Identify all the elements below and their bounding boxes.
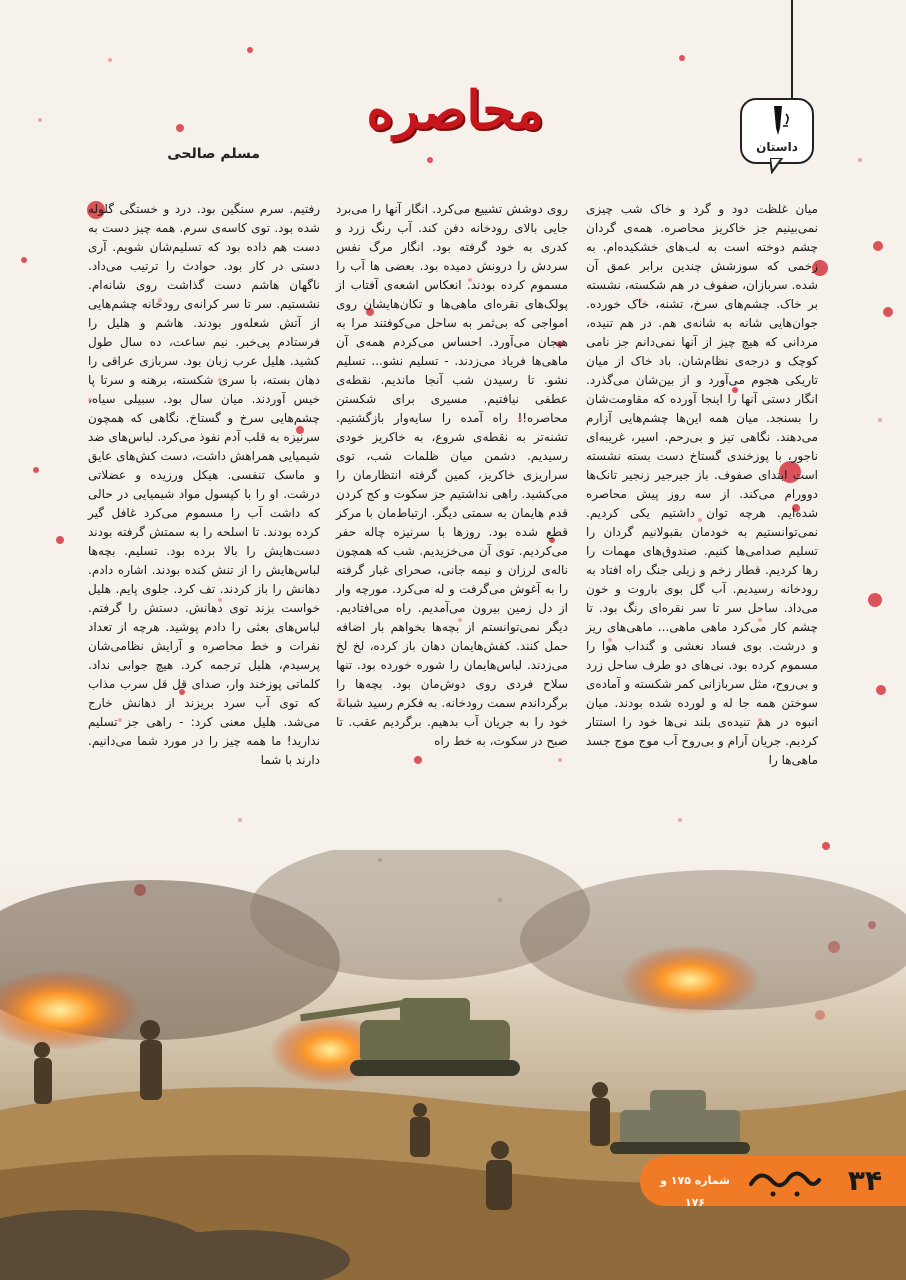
pen-nib-icon (764, 104, 792, 138)
text-column-2: روی دوشش تشییع می‌کرد. انگار آنها را می‌برد جایی بالای رودخانه دفن کند. آب رنگ زرد و کدری به خود گرفته بود. انگار مرگ نفس سردش را درونش دمیده بود. بعضی ها آب را مسموم کرده بودند. انعکاس اشعه‌ی آفتاب از پولک‌های نقره‌ای ماهی‌ها و تکان‌هایشان روی امواجی که بی‌ثمر به ساحل می‌کوفتند مرا به هیجان می‌آورد. احساس می‌کردم همه‌ی آن ماهی‌ها فریاد می‌زدند. - تسلیم نشو... تسلیم نشو. تا رسیدن شب آنجا ماندیم. نقطه‌ی عطفی نیافتیم. مسیری برای شکستن محاصره!! راه آمده را سایه‌وار بازگشتیم. تشنه‌تر به نقطه‌ی شروع، به خاکریز خودی رسیدیم. دشمن میان ظلمات شب، توی سراریزی خاکریز، کمین گرفته انتظارمان را می‌کشید. راهی نداشتیم جز سکوت و کج کردن قدم هایمان به سمتی دیگر. ارتباط‌مان با مرکز قطع شده بود. روزها با سرنیزه چاله حفر می‌کردیم. توی آن می‌خزیدیم. شب که همچون ناله‌ی لرزان و نیمه جانی، صحرای غبار گرفته را به آغوش می‌گرفت و له می‌کرد. مورچه وار از دل زمین بیرون می‌آمدیم. راه می‌افتادیم. دیگر نمی‌توانستم از بچه‌ها بخواهم بار اضافه حمل کنند. کفش‌هایمان دهان باز کرده، لخ لخ می‌زدند. لباس‌هایمان را شوره خورده بود. تنها سلاح فردی روی دوش‌مان بود. بچه‌ها را برگرداندم سمت رودخانه. به فکرم رسید شبانه خود را به جریان آب بدهیم. برگردیم عقب. تا صبح در سکوت، به خط راه (336, 202, 568, 748)
author-name: مسلم صالحی (167, 146, 260, 162)
section-badge (740, 98, 814, 164)
section-label: داستان (756, 140, 798, 154)
magazine-logo-mark (745, 1164, 823, 1200)
article-title: محاصره (366, 80, 544, 141)
battle-scene-illustration (0, 850, 906, 1280)
text-column-1: میان غلظت دود و گرد و خاک شب چیزی نمی‌بینیم جز خاکریز محاصره. همه‌ی گردان چشم دوخته است به لب‌های خشکیده‌ام. به زخمی که سوزشش چندین برابر عمق آن شده. سربازان، صفوف در هم شکسته، نشسته بر خاک. چشم‌های سرخ، تشنه، خاک خورده. جوان‌هایی شانه به شانه‌ی هم. در هم تنیده، مردانی که هیچ چیز از آنها نمی‌دانم جز نامی کوچک و درجه‌ی نظام‌شان. باد خاک از میان تاریکی هجوم می‌آورد و از بین‌شان می‌گذرد. انگار دستی آنها را اینجا آورده که مقاومت‌شان را بسنجد. میان همه این‌ها چشم‌هایی آزارم می‌دهند. نگاهی تیز و بی‌رحم. اسیر، غریبه‌ای ناجور، با پوزخندی گستاخ دست بسته نشسته است ابتدای صفوف. باز جیرجیر زنجیر تانک‌ها دوورام می‌کند. از سه روز پیش محاصره شده‌ایم. هرچه توان داشتیم یکی کردیم. نمی‌توانستیم به خودمان بقبولانیم گردان را تسلیم صدامی‌ها کنیم. صندوق‌های مهمات را رها کردیم. قطار زخم و زیلی جنگ راه افتاد به رودخانه رسیدیم. آب گل بوی باروت و خون می‌داد. ساحل سر تا سر نقره‌ای رنگ بود. تا چشم کار می‌کرد ماهی ماهی... ماهی‌های ریز و درشت. بوی فساد نعشی و گنداب هوا را مسموم کرده بود. نی‌های دو طرف ساحل زرد و بی‌روح، مثل سربازانی کمر شکسته و آماده‌ی سوختن همه جا له و لورده شده بودند. میان انبوه در هم تنیده‌ی بلند نی‌ها خود را استتار کردیم. جریان آرام و بی‌روح آب موج موج جسد ماهی‌ها را (586, 202, 818, 767)
section-hang-line (791, 0, 793, 98)
text-column-3: رفتیم. سرم سنگین بود. درد و خستگی گلوله شده بود. توی کاسه‌ی سرم. همه چیز دست به دست هم داده بود که تسلیم‌شان شویم. آری دستی در کار بود. حوادث را ترتیب می‌داد. ناگهان هاشم دست گذاشت روی شانه‌ام. نشستیم. سر تا سر کرانه‌ی رودخانه چشم‌هایی از آتش شعله‌ور بودند. هاشم و هلیل را فرستادم پی‌خبر. نیم ساعت، ده سال طول کشید. هلیل عرب زبان بود. سربازی عراقی را دهان بسته، با سری شکسته، برهنه و سرتا پا خیس آوردند. میان سال بود. سبیلی سیاه، چشم‌هایی سرخ و گستاخ. نگاهی که همچون سرنیزه به قلب آدم نفوذ می‌کرد. لباس‌های ضد شیمیایی همراهش داشت، دست کش‌های عایق و ماسک تنفسی. هیکل ورزیده و عضلاتی درشت. او را با کپسول مواد شیمیایی در حالی که داشت آب را مسموم می‌کرد غافل گیر کرده بودند. تا اسلحه را به سمتش گرفته بودند دست‌هایش را بالا برده بود. تسلیم. بچه‌ها لباس‌هایش را از تنش کنده بودند. اشاره دادم. دهانش را باز کردند. تف کرد. جلوی پایم. هلیل خواست بزند توی دهانش. دستش را گرفتم. لباس‌های بعثی را دادم پوشید. هرچه از تعداد نفرات و خط محاصره و آرایش نظامی‌شان پرسیدم، هلیل ترجمه کرد. هیچ جوابی نداد. کلماتی پوزخند وار، صدای قل قل سرب مذاب که توی آب سرد بریزند از دهانش خارج می‌شد. هلیل معنی کرد: - راهی جز تسلیم ندارید! ما همه چیز را در مورد شما می‌دانیم. دارند با شما (88, 202, 320, 767)
magazine-logo (745, 1164, 823, 1200)
speech-bubble-tail (770, 158, 786, 174)
page-number: ۳۴ (847, 1164, 883, 1197)
issue-label: شماره ۱۷۵ و ۱۷۶ (660, 1174, 730, 1209)
